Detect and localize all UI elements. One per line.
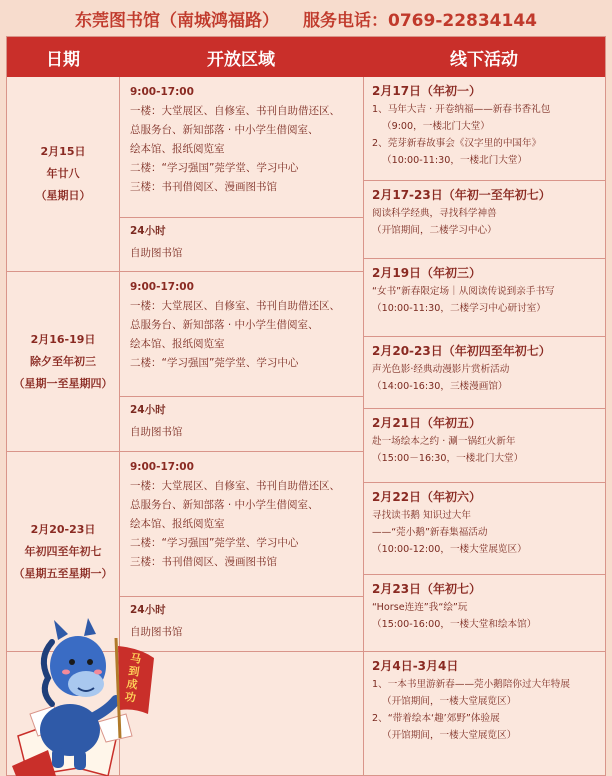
- activity-line: （开馆期间，一楼大堂展览区）: [382, 730, 517, 741]
- service-phone: 服务电话：0769-22834144: [303, 10, 537, 31]
- activity-title: 2月22日（年初六）: [372, 490, 482, 504]
- open-hours: 9:00-17:00: [130, 461, 194, 473]
- activity-line: 1、一本书里游新春——莞小鹅陪你过大年特展: [372, 679, 570, 690]
- open-hours-block: [120, 77, 363, 217]
- activity-title: 2月21日（年初五）: [372, 416, 482, 430]
- area-line: 绘本馆、报纸阅览室: [130, 143, 225, 155]
- activity-line: （开馆期间，一楼大堂展览区）: [382, 696, 517, 707]
- self-service-library: 自助图书馆: [130, 426, 183, 438]
- weekday: （星期日）: [35, 189, 91, 202]
- activity-line: （10:00-11:30，一楼北门大堂）: [382, 155, 528, 166]
- activity-title: 2月17日（年初一）: [372, 84, 482, 98]
- mascot-banner-text: 马到成功: [123, 651, 143, 705]
- activity-item: [364, 409, 605, 483]
- date-cell-2: [7, 272, 119, 452]
- weekday: （星期五至星期一）: [13, 566, 113, 580]
- area-line: 绘本馆、报纸阅览室: [130, 338, 225, 350]
- activity-line: 赴一场绘本之约 · 涮一锅红火新年: [372, 436, 516, 447]
- hours-24: 24小时: [130, 404, 166, 416]
- area-line: 二楼：“学习强国”莞学堂、学习中心: [130, 162, 299, 174]
- activity-line: （10:00-11:30，二楼学习中心研讨室）: [372, 303, 546, 314]
- self-service-library: 自助图书馆: [130, 626, 183, 638]
- library-name: 东莞图书馆（南城鸿福路）: [75, 10, 279, 31]
- self-service-library: 自助图书馆: [130, 247, 183, 259]
- area-cell-1: [120, 77, 363, 272]
- date-range: 2月15日: [40, 145, 86, 158]
- activity-line: （10:00-12:00，一楼大堂展览区）: [372, 544, 527, 555]
- activity-line: 2、莞芽新春故事会《汉字里的中国年》: [372, 138, 542, 149]
- open-hours: 9:00-17:00: [130, 86, 194, 98]
- activity-title: 2月20-23日（年初四至年初七）: [372, 344, 551, 358]
- activity-line: “Horse连连”我“绘”玩: [372, 602, 468, 613]
- activity-item: [364, 77, 605, 181]
- activity-line: （15:00-16:00，一楼大堂和绘本馆）: [372, 619, 537, 630]
- table-header: [7, 37, 605, 77]
- self-service-block: [120, 217, 363, 264]
- header-area: 开放区域: [207, 49, 275, 70]
- area-line: 总服务台、新知部落 · 中小学生借阅室、: [130, 499, 319, 511]
- hours-24: 24小时: [130, 604, 166, 616]
- date-range: 2月16-19日: [30, 332, 96, 346]
- area-line: 二楼：“学习强国”莞学堂、学习中心: [130, 537, 299, 549]
- activity-item: [364, 259, 605, 337]
- activity-line: 声光色影·经典动漫影片赏析活动: [372, 364, 510, 375]
- activity-line: 2、“带着绘本‘趣’郊野”体验展: [372, 713, 500, 724]
- activity-item: [364, 483, 605, 575]
- activity-item: [364, 575, 605, 652]
- lunar-date: 年初四至年初七: [24, 544, 102, 558]
- activity-title: 2月19日（年初三）: [372, 266, 482, 280]
- activity-item: [364, 337, 605, 409]
- area-line: 二楼：“学习强国”莞学堂、学习中心: [130, 357, 299, 369]
- area-cell-2: [120, 272, 363, 452]
- activity-item: [364, 652, 605, 775]
- area-line: 总服务台、新知部落 · 中小学生借阅室、: [130, 319, 319, 331]
- activity-title: 2月23日（年初七）: [372, 582, 482, 596]
- open-hours-block: [120, 452, 363, 596]
- lunar-date: 年廿八: [46, 167, 80, 180]
- activity-line: 寻找读书鹅 知识过大年: [372, 510, 471, 521]
- open-hours: 9:00-17:00: [130, 281, 194, 293]
- self-service-block: [120, 396, 363, 443]
- header-activity: 线下活动: [450, 49, 518, 70]
- area-line: 绘本馆、报纸阅览室: [130, 518, 225, 530]
- hours-24: 24小时: [130, 225, 166, 237]
- weekday: （星期一至星期四）: [13, 376, 113, 390]
- activity-line: （14:00-16:30，三楼漫画馆）: [372, 381, 508, 392]
- activity-line: （15:00－16:30，一楼北门大堂）: [372, 453, 524, 464]
- area-line: 三楼：书刊借阅区、漫画图书馆: [130, 181, 277, 193]
- page-header: [0, 0, 612, 36]
- header-date: 日期: [46, 49, 80, 70]
- lunar-date: 除夕至年初三: [30, 354, 96, 368]
- activity-item: [364, 181, 605, 259]
- open-hours-block: [120, 272, 363, 396]
- activity-line: 阅读科学经典，寻找科学神兽: [372, 208, 497, 219]
- area-line: 一楼：大堂展区、自修室、书刊自助借还区、: [130, 300, 340, 312]
- activity-title: 2月4日-3月4日: [372, 659, 459, 673]
- date-range: 2月20-23日: [30, 522, 96, 536]
- activity-title: 2月17-23日（年初一至年初七）: [372, 188, 551, 202]
- activity-line: “女书”新春限定场｜从阅读传说到亲手书写: [372, 286, 555, 297]
- area-line: 一楼：大堂展区、自修室、书刊自助借还区、: [130, 480, 340, 492]
- activity-line: （9:00，一楼北门大堂）: [382, 121, 490, 132]
- area-line: 总服务台、新知部落 · 中小学生借阅室、: [130, 124, 319, 136]
- area-line: 三楼：书刊借阅区、漫画图书馆: [130, 556, 277, 568]
- area-line: 一楼：大堂展区、自修室、书刊自助借还区、: [130, 105, 340, 117]
- activity-line: ——“莞小鹅”新春集福活动: [372, 527, 488, 538]
- activity-line: （开馆期间，二楼学习中心）: [372, 225, 497, 236]
- date-cell-1: [7, 77, 119, 272]
- activity-line: 1、马年大吉 · 开卷纳福——新春书香礼包: [372, 104, 551, 115]
